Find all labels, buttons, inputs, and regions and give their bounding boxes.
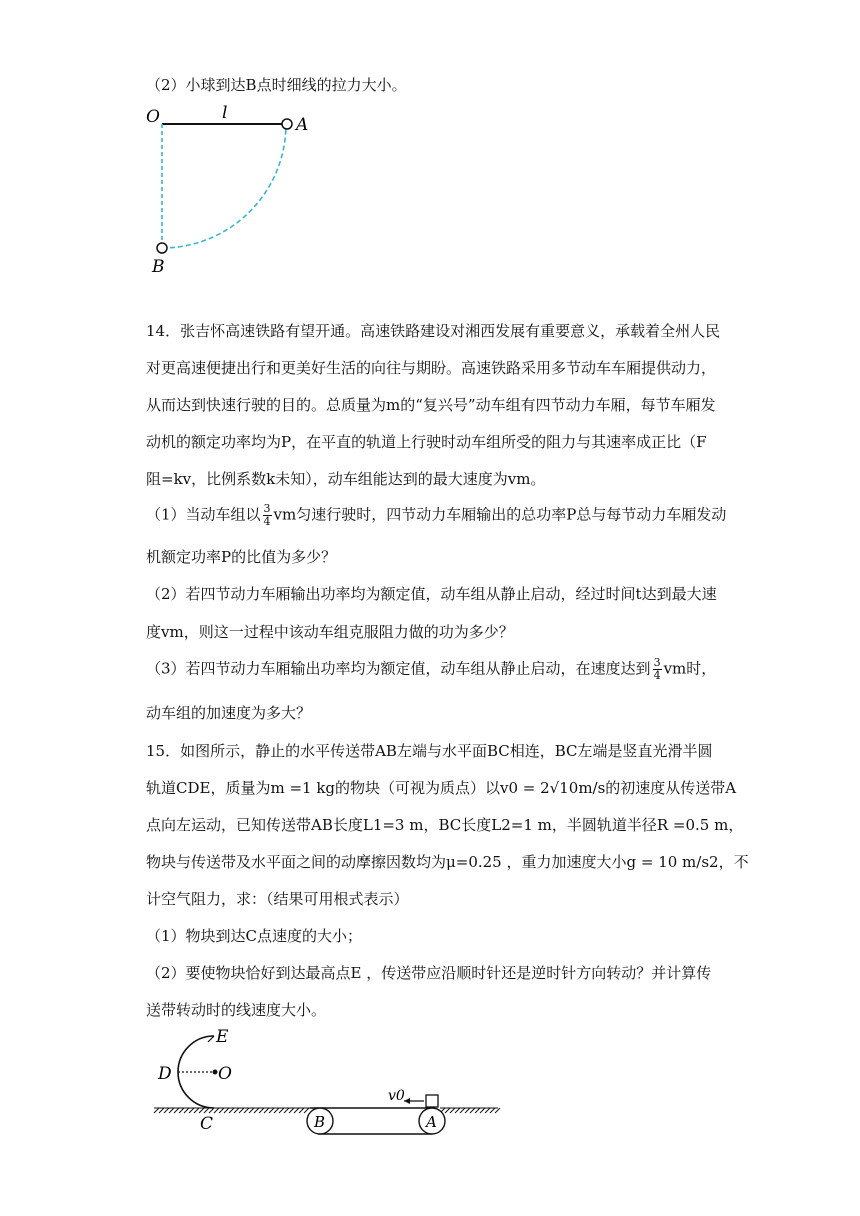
hatch-mark (254, 1108, 259, 1113)
fraction-3-4 (263, 503, 272, 528)
hatch-mark (249, 1108, 254, 1113)
ball-a (282, 119, 292, 129)
frac-den-b: 4 (653, 669, 661, 682)
hatch-mark (164, 1108, 169, 1113)
hatch-mark (264, 1108, 269, 1113)
hatch-mark (475, 1108, 480, 1113)
q14-p1-pre: （1）当动车组以 (146, 505, 261, 524)
hatch-mark (224, 1108, 229, 1113)
hatch-mark (480, 1108, 485, 1113)
q14-p2-line-b: 度vm，则这一过程中该动车组克服阻力做的功为多少？ (146, 623, 514, 641)
hatch-mark (455, 1108, 460, 1113)
q15-line-4: 物块与传送带及水平面之间的动摩擦因数均为μ=0.25 ，重力加速度大小g = 10 m/s2，不 (146, 853, 749, 871)
q15-p1: （1）物块到达C点速度的大小； (146, 927, 363, 945)
hatch-mark (179, 1108, 184, 1113)
arrow-head (404, 1098, 410, 1104)
label-l: l (222, 103, 228, 123)
label-b: B (152, 257, 165, 277)
hatch-mark (294, 1108, 299, 1113)
hatch-left (154, 1108, 309, 1113)
hatch-mark (279, 1108, 284, 1113)
label-o: O (146, 107, 160, 127)
conveyor-figure (150, 1016, 510, 1166)
hatch-mark (229, 1108, 234, 1113)
center-o (213, 1070, 218, 1075)
q14-p1-post: vm匀速行驶时，四节动力车厢输出的总功率P总与每节动力车厢发动 (273, 505, 727, 524)
hatch-mark (154, 1108, 159, 1113)
frac-num: 3 (263, 502, 271, 515)
q14-p2-line-a: （2）若四节动力车厢输出功率均为额定值，动车组从静止启动，经过时间t达到最大速 (146, 585, 717, 603)
q14-line-2: 对更高速便捷出行和更美好生活的向往与期盼。高速铁路采用多节动车车厢提供动力， (146, 359, 717, 377)
hatch-mark (289, 1108, 294, 1113)
hatch-mark (199, 1108, 204, 1113)
q14-p3-line-a (146, 657, 716, 682)
q14-p3-post: vm时， (663, 659, 717, 678)
label-c: C (200, 1114, 214, 1134)
q14-p3-line-b: 动车组的加速度为多大？ (146, 704, 312, 722)
hatch-mark (485, 1108, 490, 1113)
hatch-mark (269, 1108, 274, 1113)
label-e: E (216, 1027, 229, 1047)
hatch-mark (244, 1108, 249, 1113)
q15-p2-line-a: （2）要使物块恰好到达最高点E ，传送带应沿顺时针还是逆时针方向转动？并计算传 (146, 964, 712, 982)
hatch-mark (470, 1108, 475, 1113)
q15-line-5: 计空气阻力，求：（结果可用根式表示） (146, 890, 409, 908)
frac-num-b: 3 (653, 656, 661, 669)
q14-p3-pre: （3）若四节动力车厢输出功率均为额定值，动车组从静止启动，在速度达到 (146, 659, 651, 678)
q15-line-3: 点向左运动，已知传送带AB长度L1=3 m，BC长度L2=1 m，半圆轨道半径R =0.5 m， (146, 816, 744, 834)
q14-line-4: 动机的额定功率均为P，在平直的轨道上行驶时动车组所受的阻力与其速率成正比（F (146, 433, 707, 451)
hatch-mark (194, 1108, 199, 1113)
hatch-mark (159, 1108, 164, 1113)
hatch-mark (219, 1108, 224, 1113)
q14-p1-line-b: 机额定功率P的比值为多少？ (146, 548, 337, 566)
hatch-mark (304, 1108, 309, 1113)
hatch-mark (214, 1108, 219, 1113)
hatch-mark (169, 1108, 174, 1113)
hatch-right (440, 1108, 500, 1113)
block (426, 1095, 438, 1107)
q14-line-3: 从而达到快速行驶的目的。总质量为m的“复兴号”动车组有四节动力车厢，每节车厢发 (146, 396, 716, 414)
frac-den: 4 (263, 515, 271, 528)
pendulum-figure (140, 102, 340, 282)
hatch-mark (274, 1108, 279, 1113)
label-a2: A (426, 1113, 437, 1131)
q13-part2: （2）小球到达B点时细线的拉力大小。 (146, 76, 407, 94)
hatch-mark (259, 1108, 264, 1113)
q15-line-1: 15．如图所示，静止的水平传送带AB左端与水平面BC相连，BC左端是竖直光滑半圆 (146, 742, 713, 760)
hatch-mark (184, 1108, 189, 1113)
label-d: D (158, 1064, 172, 1084)
q14-line-1: 14．张吉怀高速铁路有望开通。高速铁路建设对湘西发展有重要意义，承载着全州人民 (146, 322, 721, 340)
arc-dashed (162, 124, 286, 248)
q14-p1-line-a (146, 503, 726, 528)
hatch-mark (460, 1108, 465, 1113)
q14-line-5: 阻=kv，比例系数k未知），动车组能达到的最大速度为vm。 (146, 470, 546, 488)
hatch-mark (284, 1108, 289, 1113)
label-a: A (296, 115, 309, 135)
hatch-mark (299, 1108, 304, 1113)
label-o2: O (218, 1064, 232, 1084)
hatch-mark (204, 1108, 209, 1113)
hatch-mark (189, 1108, 194, 1113)
hatch-mark (495, 1108, 500, 1113)
ball-b (157, 243, 167, 253)
hatch-mark (490, 1108, 495, 1113)
hatch-mark (450, 1108, 455, 1113)
q15-p2-line-b: 送带转动时的线速度大小。 (146, 1001, 327, 1019)
q15-line-2: 轨道CDE，质量为m =1 kg的物块（可视为质点）以v0 = 2√10m/s的初速度从传送带A (146, 779, 737, 797)
label-b2: B (314, 1113, 326, 1131)
label-v0: v0 (388, 1088, 405, 1104)
hatch-mark (239, 1108, 244, 1113)
hatch-mark (174, 1108, 179, 1113)
fraction-3-4-b (653, 657, 662, 682)
hatch-mark (234, 1108, 239, 1113)
hatch-mark (445, 1108, 450, 1113)
hatch-mark (465, 1108, 470, 1113)
